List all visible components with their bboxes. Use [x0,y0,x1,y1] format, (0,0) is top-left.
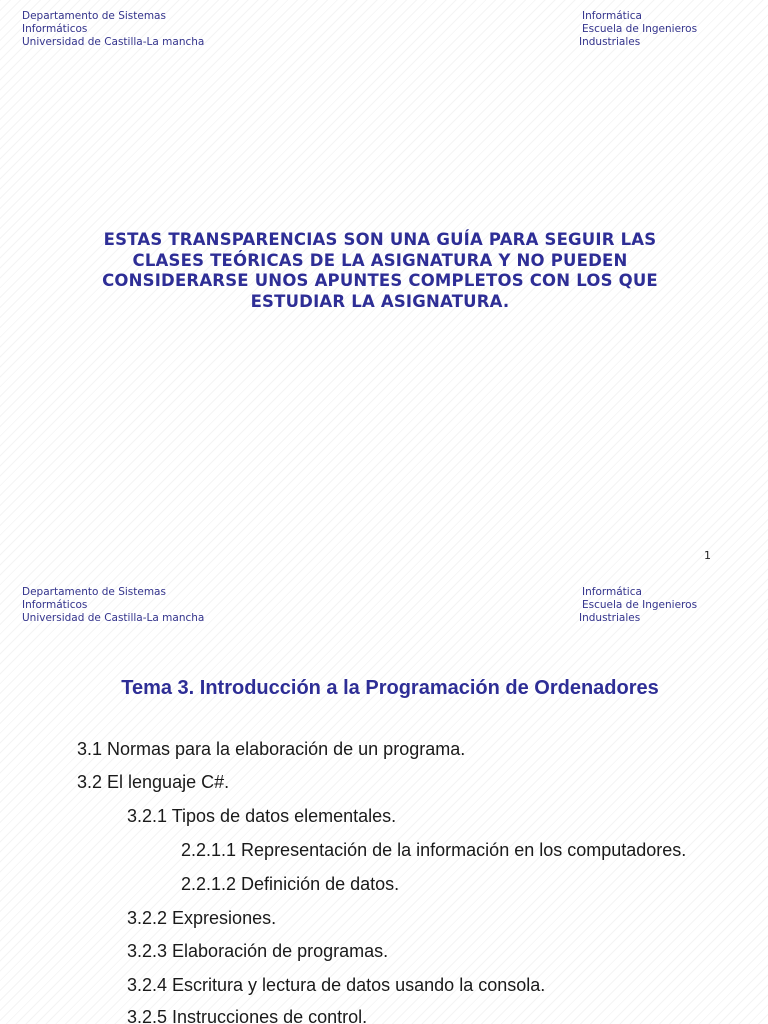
disclaimer-line: ESTAS TRANSPARENCIAS SON UNA GUÍA PARA SEGUIR LAS [103,230,657,249]
header-department [22,10,204,48]
header-department-line: Departamento de Sistemas [22,10,166,22]
page-number: 1 [704,549,711,562]
toc-item: 3.1 Normas para la elaboración de un programa. [77,739,466,759]
header-department-line: Universidad de Castilla-La mancha [22,35,205,48]
disclaimer-line: CLASES TEÓRICAS DE LA ASIGNATURA Y NO PUEDEN [132,250,628,270]
header-department-line: Informáticos [22,598,88,611]
header-department-line: Universidad de Castilla-La mancha [22,611,205,624]
toc-item: 3.2.4 Escritura y lectura de datos usando la consola. [127,975,546,995]
disclaimer-line: ESTUDIAR LA ASIGNATURA. [250,291,510,311]
header-department-line: Departamento de Sistemas [22,586,166,598]
slide-2 [0,576,768,1024]
toc-item: 2.2.1.1 Representación de la información en los computadores. [181,840,687,860]
header-school-line: Industriales [579,611,641,624]
toc-item: 3.2.2 Expresiones. [127,908,277,928]
toc-item: 3.2.5 Instrucciones de control. [127,1007,368,1024]
toc-item: 3.2 El lenguaje C#. [77,772,230,792]
header-department-line: Informáticos [22,22,88,35]
header-department [22,586,204,624]
header-school-line: Industriales [579,35,641,48]
toc-item: 2.2.1.2 Definición de datos. [181,874,400,894]
header-school [578,10,697,48]
header-school-line: Informática [582,10,642,22]
header-school-line: Informática [582,586,642,598]
toc-item: 3.2.3 Elaboración de programas. [127,941,389,961]
toc-item: 3.2.1 Tipos de datos elementales. [127,806,397,826]
disclaimer-text [90,230,670,312]
disclaimer-line: CONSIDERARSE UNOS APUNTES COMPLETOS CON LOS QUE [102,271,658,290]
header-school-line: Escuela de Ingenieros [582,598,698,611]
header-school [578,586,697,624]
header-school-line: Escuela de Ingenieros [582,22,698,35]
topic-title: Tema 3. Introducción a la Programación de Ordenadores [121,677,659,699]
